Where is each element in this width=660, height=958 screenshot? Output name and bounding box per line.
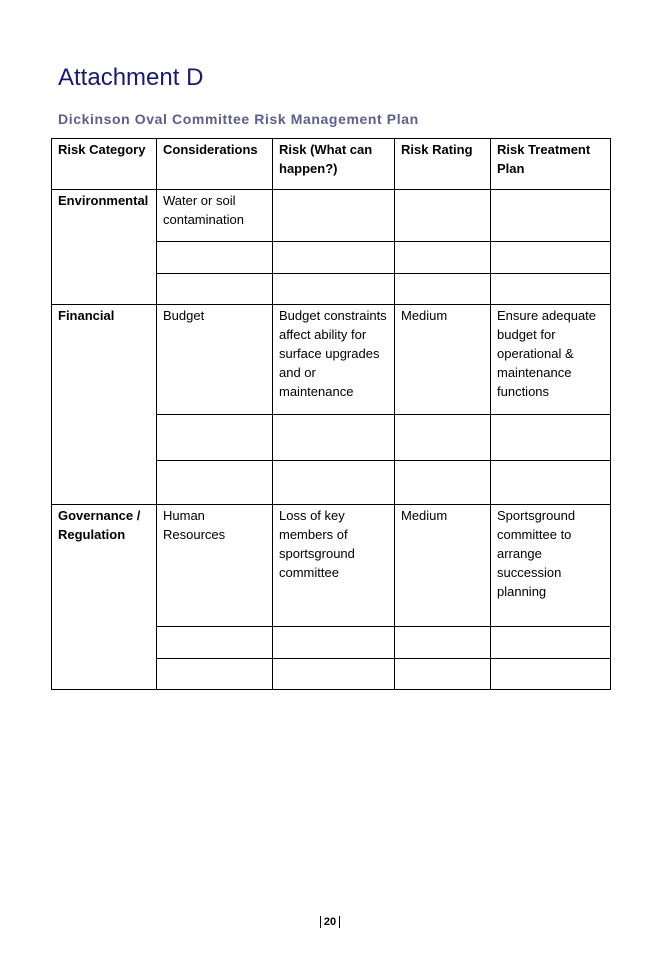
category-cell: Financial: [52, 305, 157, 505]
risk-cell: [273, 190, 395, 242]
rating-cell: [395, 190, 491, 242]
header-considerations: Considerations: [157, 139, 273, 190]
table-row: [52, 305, 611, 415]
risk-cell: [273, 242, 395, 274]
risk-cell: [273, 659, 395, 690]
page-heading: Attachment D: [58, 64, 204, 91]
risk-cell: [273, 627, 395, 659]
rating-cell: [395, 461, 491, 505]
risk-cell: Budget constraints affect ability for surface upgrades and or maintenance: [273, 305, 395, 415]
table-header-row: [52, 139, 611, 190]
considerations-cell: [157, 274, 273, 305]
considerations-cell: [157, 627, 273, 659]
treatment-cell: [491, 190, 611, 242]
risk-management-table: [51, 138, 611, 690]
considerations-cell: [157, 415, 273, 461]
table-row: [52, 505, 611, 627]
page-number: [0, 916, 660, 928]
risk-cell: [273, 274, 395, 305]
considerations-cell: Water or soil contamination: [157, 190, 273, 242]
rating-cell: [395, 242, 491, 274]
rating-cell: [395, 627, 491, 659]
header-risk-treatment-plan: Risk Treatment Plan: [491, 139, 611, 190]
considerations-cell: Human Resources: [157, 505, 273, 627]
rating-cell: Medium: [395, 505, 491, 627]
page-number-value: 20: [320, 916, 340, 928]
rating-cell: [395, 415, 491, 461]
rating-cell: Medium: [395, 305, 491, 415]
category-cell: Environmental: [52, 190, 157, 305]
category-cell: Governance / Regulation: [52, 505, 157, 690]
treatment-cell: [491, 627, 611, 659]
treatment-cell: [491, 415, 611, 461]
risk-cell: Loss of key members of sportsground committee: [273, 505, 395, 627]
header-risk: Risk (What can happen?): [273, 139, 395, 190]
treatment-cell: Ensure adequate budget for operational & maintenance functions: [491, 305, 611, 415]
treatment-cell: [491, 242, 611, 274]
table-row: [52, 190, 611, 242]
treatment-cell: [491, 461, 611, 505]
treatment-cell: Sportsground committee to arrange succession planning: [491, 505, 611, 627]
considerations-cell: [157, 242, 273, 274]
header-risk-rating: Risk Rating: [395, 139, 491, 190]
rating-cell: [395, 274, 491, 305]
header-risk-category: Risk Category: [52, 139, 157, 190]
risk-cell: [273, 461, 395, 505]
treatment-cell: [491, 274, 611, 305]
risk-cell: [273, 415, 395, 461]
rating-cell: [395, 659, 491, 690]
plan-title: Dickinson Oval Committee Risk Management Plan: [58, 111, 419, 127]
considerations-cell: Budget: [157, 305, 273, 415]
considerations-cell: [157, 659, 273, 690]
considerations-cell: [157, 461, 273, 505]
treatment-cell: [491, 659, 611, 690]
